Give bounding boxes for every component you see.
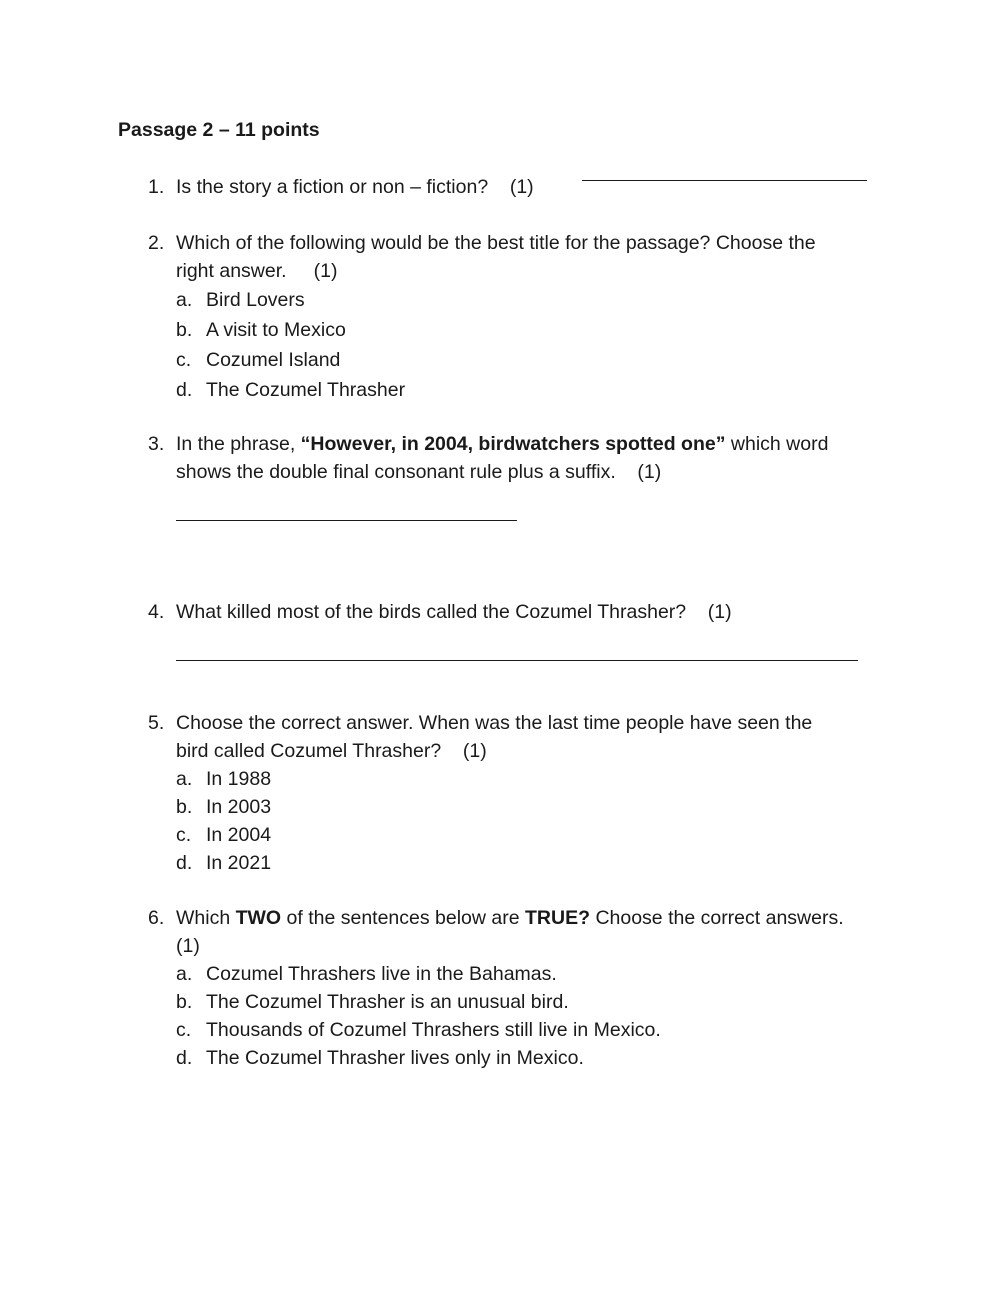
question-number: 1. — [148, 176, 165, 198]
question-text-pre: In the phrase, — [176, 433, 296, 455]
option-a[interactable] — [148, 960, 908, 988]
option-d[interactable] — [148, 1044, 908, 1072]
quoted-phrase: “However, in 2004, birdwatchers spotted one” — [300, 433, 726, 455]
question-points: (1) — [707, 601, 732, 623]
question-text-mid: of the sentences below are — [286, 907, 520, 929]
question-2 — [148, 229, 908, 405]
option-text: In 2004 — [206, 824, 272, 846]
answer-line-1[interactable] — [582, 180, 867, 181]
question-number: 6. — [148, 907, 165, 929]
question-6 — [148, 904, 908, 1072]
option-c[interactable] — [148, 821, 908, 849]
option-letter: c. — [176, 1019, 192, 1041]
answer-line-4[interactable] — [176, 660, 858, 661]
option-d[interactable] — [148, 849, 908, 877]
option-letter: b. — [176, 796, 193, 818]
option-b[interactable] — [148, 793, 908, 821]
question-points: (1) — [313, 260, 338, 282]
question-text-line2: right answer. — [176, 260, 287, 282]
option-text: In 2021 — [206, 852, 272, 874]
question-text: What killed most of the birds called the Cozumel Thrasher? — [176, 601, 687, 623]
option-b[interactable] — [148, 988, 908, 1016]
question-number: 2. — [148, 232, 165, 254]
question-text-post: which word — [730, 433, 829, 455]
question-number: 5. — [148, 712, 165, 734]
option-text: Thousands of Cozumel Thrashers still live in Mexico. — [206, 1019, 661, 1041]
question-points: (1) — [176, 935, 200, 957]
question-text-line2: shows the double final consonant rule plus a suffix. — [176, 461, 616, 483]
option-letter: d. — [176, 379, 193, 401]
option-text: A visit to Mexico — [206, 319, 346, 341]
question-number: 3. — [148, 433, 165, 455]
question-points: (1) — [462, 740, 487, 762]
emphasis-two: TWO — [235, 907, 282, 929]
question-text: Is the story a fiction or non – fiction? — [176, 176, 489, 198]
option-text: Bird Lovers — [206, 289, 305, 311]
question-1 — [148, 173, 908, 201]
option-text: In 1988 — [206, 768, 272, 790]
question-text-post: Choose the correct answers. — [595, 907, 844, 929]
option-text: The Cozumel Thrasher — [206, 379, 406, 401]
question-points: (1) — [637, 461, 662, 483]
option-letter: a. — [176, 289, 193, 311]
option-letter: c. — [176, 349, 192, 371]
answer-line-3[interactable] — [176, 520, 517, 521]
option-text: Cozumel Thrashers live in the Bahamas. — [206, 963, 557, 985]
option-letter: d. — [176, 1047, 193, 1069]
option-letter: a. — [176, 768, 193, 790]
question-text-line1: Which of the following would be the best title for the passage? Choose the — [176, 232, 816, 254]
question-5 — [148, 709, 908, 877]
option-text: The Cozumel Thrasher is an unusual bird. — [206, 991, 569, 1013]
option-letter: c. — [176, 824, 192, 846]
question-text-pre: Which — [176, 907, 231, 929]
question-number: 4. — [148, 601, 165, 623]
page-title: Passage 2 – 11 points — [118, 119, 320, 141]
option-text: In 2003 — [206, 796, 272, 818]
option-c[interactable] — [148, 345, 908, 375]
question-text-line2: bird called Cozumel Thrasher? — [176, 740, 442, 762]
question-4 — [148, 598, 908, 626]
option-b[interactable] — [148, 315, 908, 345]
emphasis-true: TRUE? — [525, 907, 591, 929]
option-text: Cozumel Island — [206, 349, 341, 371]
question-3 — [148, 430, 908, 486]
option-c[interactable] — [148, 1016, 908, 1044]
option-a[interactable] — [148, 285, 908, 315]
question-text-line1: Choose the correct answer. When was the last time people have seen the — [176, 712, 813, 734]
question-points: (1) — [509, 176, 534, 198]
option-a[interactable] — [148, 765, 908, 793]
option-letter: b. — [176, 319, 193, 341]
option-text: The Cozumel Thrasher lives only in Mexico. — [206, 1047, 584, 1069]
option-letter: b. — [176, 991, 193, 1013]
option-d[interactable] — [148, 375, 908, 405]
option-letter: a. — [176, 963, 193, 985]
option-letter: d. — [176, 852, 193, 874]
